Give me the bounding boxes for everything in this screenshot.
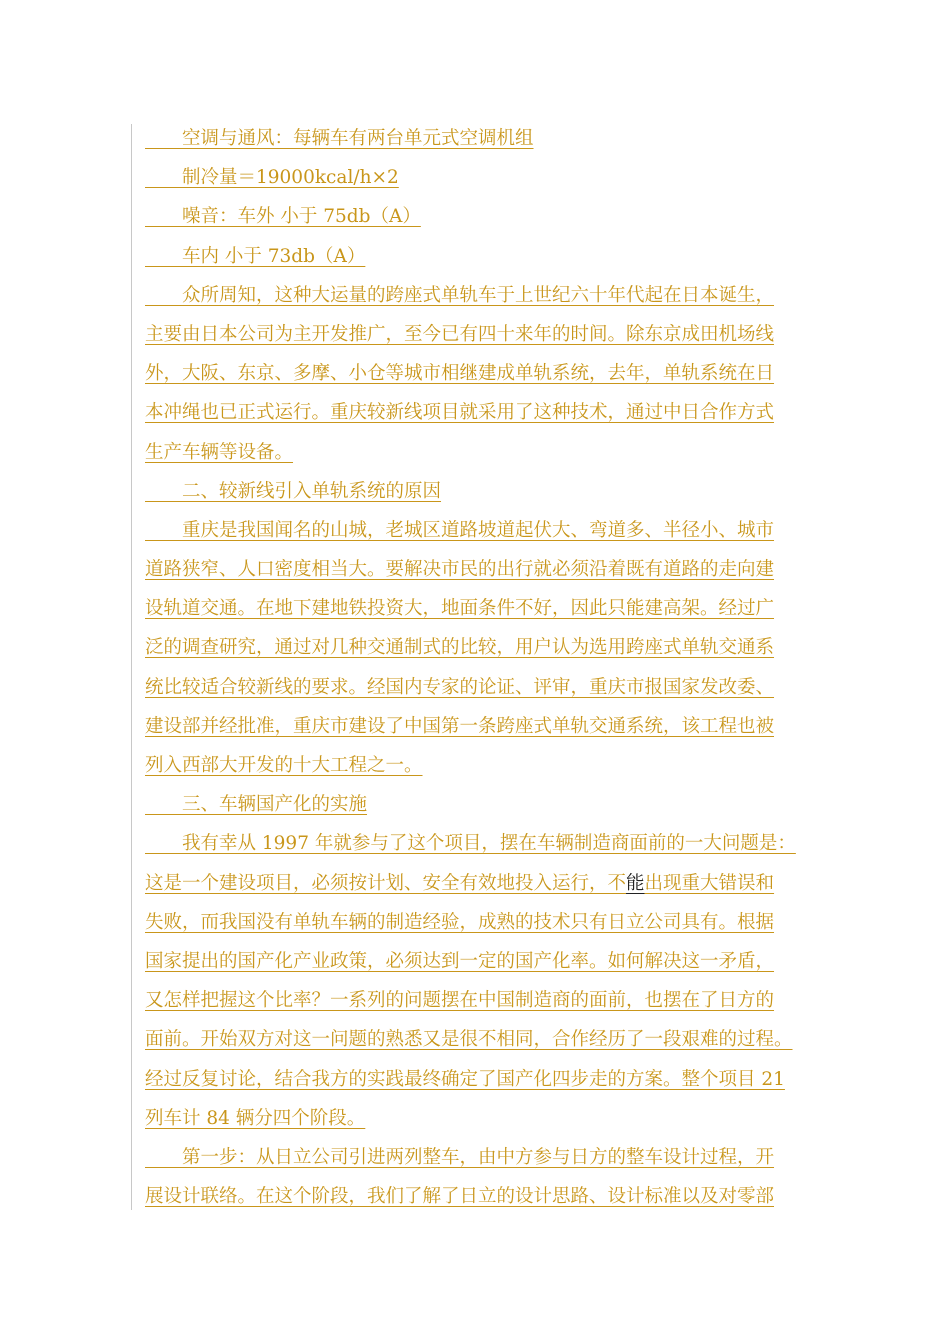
text-line: [145, 824, 835, 863]
line-text: 第一步：从日立公司引进两列整车，由中方参与日方的整车设计过程，开: [145, 1146, 775, 1168]
line-text: 本冲绳也已正式运行。重庆较新线项目就采用了这种技术，通过中日合作方式: [145, 402, 775, 424]
line-text: 经过反复讨论，结合我方的实践最终确定了国产化四步走的方案。整个项目 21: [145, 1068, 785, 1090]
text-line: [145, 119, 835, 158]
line-text: 三、车辆国产化的实施: [145, 794, 368, 816]
line-text: 统比较适合较新线的要求。经国内专家的论证、评审，重庆市报国家发改委、: [145, 676, 775, 698]
line-text: 制冷量＝19000kcal/h×2: [145, 167, 399, 189]
text-line: [145, 864, 835, 903]
highlighted-word: 能: [626, 872, 645, 894]
line-text: 车内 小于 73db（A）: [145, 245, 366, 267]
line-text: 众所周知，这种大运量的跨座式单轨车于上世纪六十年代起在日本诞生，: [145, 284, 775, 306]
line-text: 我有幸从 1997 年就参与了这个项目，摆在车辆制造商面前的一大问题是：: [145, 833, 796, 855]
text-line: [145, 981, 835, 1020]
line-text: 设轨道交通。在地下建地铁投资大，地面条件不好，因此只能建高架。经过广: [145, 598, 775, 620]
line-text: 生产车辆等设备。: [145, 441, 294, 463]
text-line: [145, 158, 835, 197]
text-line: [145, 315, 835, 354]
line-text: 噪音：车外 小于 75db（A）: [145, 206, 421, 228]
text-line: [145, 511, 835, 550]
line-text: 失败，而我国没有单轨车辆的制造经验，成熟的技术只有日立公司具有。根据: [145, 911, 775, 933]
text-line: [145, 433, 835, 472]
line-text: 泛的调查研究，通过对几种交通制式的比较，用户认为选用跨座式单轨交通系: [145, 637, 775, 659]
line-text: 主要由日本公司为主开发推广，至今已有四十来年的时间。除东京成田机场线: [145, 323, 775, 345]
text-line: [145, 1060, 835, 1099]
text-line: [145, 393, 835, 432]
text-line: [145, 1138, 835, 1177]
line-text: 列入西部大开发的十大工程之一。: [145, 755, 423, 776]
line-text: 又怎样把握这个比率？一系列的问题摆在中国制造商的面前，也摆在了日方的: [145, 990, 775, 1012]
line-text: 国家提出的国产化产业政策，必须达到一定的国产化率。如何解决这一矛盾，: [145, 950, 775, 972]
section-heading: [145, 472, 835, 511]
text-line: [145, 354, 835, 393]
document-body: [145, 119, 835, 1216]
line-text: 道路狭窄、人口密度相当大。要解决市民的出行就必须沿着既有道路的走向建: [145, 559, 775, 581]
text-line: [145, 276, 835, 315]
line-text: 展设计联络。在这个阶段，我们了解了日立的设计思路、设计标准以及对零部: [145, 1186, 775, 1208]
line-text: 这是一个建设项目，必须按计划、安全有效地投入运行，不: [145, 872, 627, 894]
text-line: [145, 1099, 835, 1138]
text-line: [145, 628, 835, 667]
text-line: [145, 550, 835, 589]
text-line: [145, 707, 835, 746]
line-text: 建设部并经批准，重庆市建设了中国第一条跨座式单轨交通系统，该工程也被: [145, 715, 775, 737]
text-line: [145, 903, 835, 942]
text-line: [145, 237, 835, 276]
line-text: 二、较新线引入单轨系统的原因: [145, 480, 442, 502]
line-text: 重庆是我国闻名的山城，老城区道路坡道起伏大、弯道多、半径小、城市: [145, 519, 775, 541]
section-heading: [145, 785, 835, 824]
line-text: 列车计 84 辆分四个阶段。: [145, 1107, 366, 1129]
text-line: [145, 1177, 835, 1216]
line-text: 空调与通风：每辆车有两台单元式空调机组: [145, 128, 534, 149]
text-line: [145, 1020, 835, 1059]
text-line: [145, 746, 835, 785]
line-text: 面前。开始双方对这一问题的熟悉又是很不相同，合作经历了一段艰难的过程。: [145, 1029, 793, 1051]
line-text: 外，大阪、东京、多摩、小仓等城市相继建成单轨系统，去年，单轨系统在日: [145, 363, 775, 385]
line-text-continued: 出现重大错误和: [644, 872, 775, 894]
text-line: [145, 589, 835, 628]
text-line: [145, 668, 835, 707]
margin-rule: [131, 124, 132, 1210]
text-line: [145, 197, 835, 236]
text-line: [145, 942, 835, 981]
